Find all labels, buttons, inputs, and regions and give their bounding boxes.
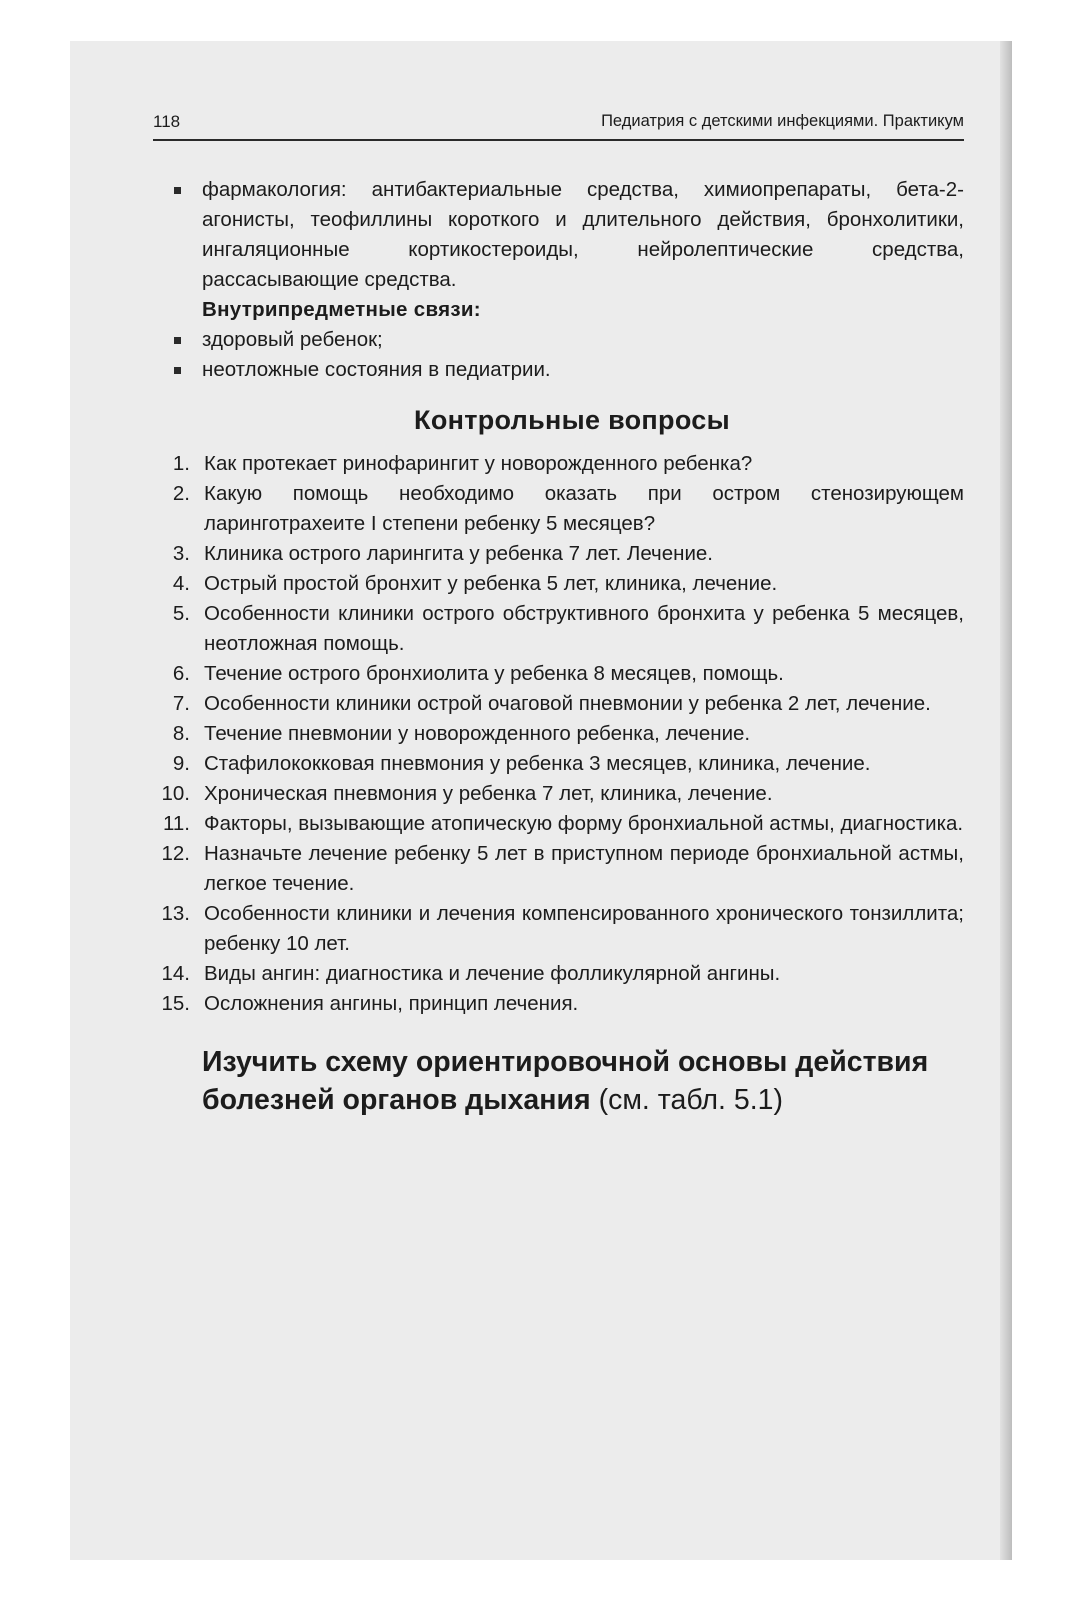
question-text: Какую помощь необходимо оказать при остром стенозирующем ларинготрахеите I степени ребенку 5 месяцев? (204, 482, 964, 535)
bullet-marker-icon (174, 367, 181, 374)
page-header (153, 109, 964, 141)
question-number: 3. (172, 542, 190, 565)
question-item (150, 689, 964, 719)
question-item (150, 899, 964, 959)
question-item (150, 989, 964, 1019)
question-text: Факторы, вызывающие атопическую форму бронхиальной астмы, диагностика. (204, 812, 964, 835)
question-number: 14. (161, 962, 190, 985)
question-item (150, 569, 964, 599)
page-number: 118 (153, 112, 181, 131)
question-number: 11. (163, 812, 190, 835)
study-instruction (150, 1043, 964, 1119)
question-number: 9. (172, 752, 190, 775)
table-reference: (см. табл. 5.1) (590, 1084, 783, 1116)
page-body (150, 175, 964, 1119)
question-number: 6. (172, 662, 190, 685)
question-number: 4. (172, 572, 190, 595)
bullet-text: здоровый ребенок; (202, 328, 383, 351)
bullet-text: неотложные состояния в педиатрии. (202, 358, 551, 381)
question-text: Хроническая пневмония у ребенка 7 лет, клиника, лечение. (204, 782, 773, 805)
running-title: Педиатрия с детскими инфекциями. Практикум (601, 112, 964, 130)
question-text: Особенности клиники острой очаговой пневмонии у ребенка 2 лет, лечение. (204, 692, 931, 715)
questions-list (150, 449, 964, 1019)
question-item (150, 449, 964, 479)
page-shadow-edge (1000, 41, 1012, 1560)
question-number: 5. (172, 602, 190, 625)
question-number: 8. (172, 722, 190, 745)
question-text: Особенности клиники острого обструктивного бронхита у ребенка 5 месяцев, неотложная помощь. (204, 602, 964, 655)
question-item (150, 719, 964, 749)
question-number: 10. (161, 782, 190, 805)
question-number: 1. (172, 452, 190, 475)
bullet-text: фармакология: антибактериальные средства, химиопрепараты, бета-2-агонисты, теофиллины короткого и длительного действия, бронхолитики, ингаляционные кортикостероиды, нейролептические средства, рассасывающие средства. (202, 178, 964, 291)
bullet-item (150, 355, 964, 385)
intra-subject-heading: Внутрипредметные связи: (202, 298, 481, 321)
question-text: Назначьте лечение ребенку 5 лет в приступном периоде бронхиальной астмы, легкое течение. (204, 842, 964, 895)
bullet-item (150, 325, 964, 355)
question-item (150, 539, 964, 569)
question-text: Течение острого бронхиолита у ребенка 8 месяцев, помощь. (204, 662, 784, 685)
question-item (150, 839, 964, 899)
question-item (150, 809, 964, 839)
question-number: 15. (161, 992, 190, 1015)
section-title: Контрольные вопросы (414, 405, 730, 435)
question-number: 13. (161, 902, 190, 925)
question-text: Виды ангин: диагностика и лечение фолликулярной ангины. (204, 962, 781, 985)
question-item (150, 659, 964, 689)
question-item (150, 959, 964, 989)
question-text: Осложнения ангины, принцип лечения. (204, 992, 579, 1015)
question-item (150, 749, 964, 779)
question-text: Течение пневмонии у новорожденного ребенка, лечение. (204, 722, 751, 745)
question-item (150, 479, 964, 539)
question-number: 7. (172, 692, 190, 715)
question-number: 2. (172, 482, 190, 505)
question-text: Стафилококковая пневмония у ребенка 3 месяцев, клиника, лечение. (204, 752, 871, 775)
question-text: Клиника острого ларингита у ребенка 7 лет. Лечение. (204, 542, 714, 565)
study-instruction-bold: Изучить схему ориентировочной основы действия болезней органов дыхания (202, 1046, 929, 1116)
bullet-marker-icon (174, 337, 181, 344)
question-text: Острый простой бронхит у ребенка 5 лет, клиника, лечение. (204, 572, 778, 595)
bullet-marker-icon (174, 187, 181, 194)
question-item (150, 779, 964, 809)
bullet-item (150, 175, 964, 295)
question-text: Особенности клиники и лечения компенсированного хронического тонзиллита; ребенку 10 лет. (204, 902, 964, 955)
question-number: 12. (161, 842, 190, 865)
question-text: Как протекает ринофарингит у новорожденного ребенка? (204, 452, 753, 475)
question-item (150, 599, 964, 659)
